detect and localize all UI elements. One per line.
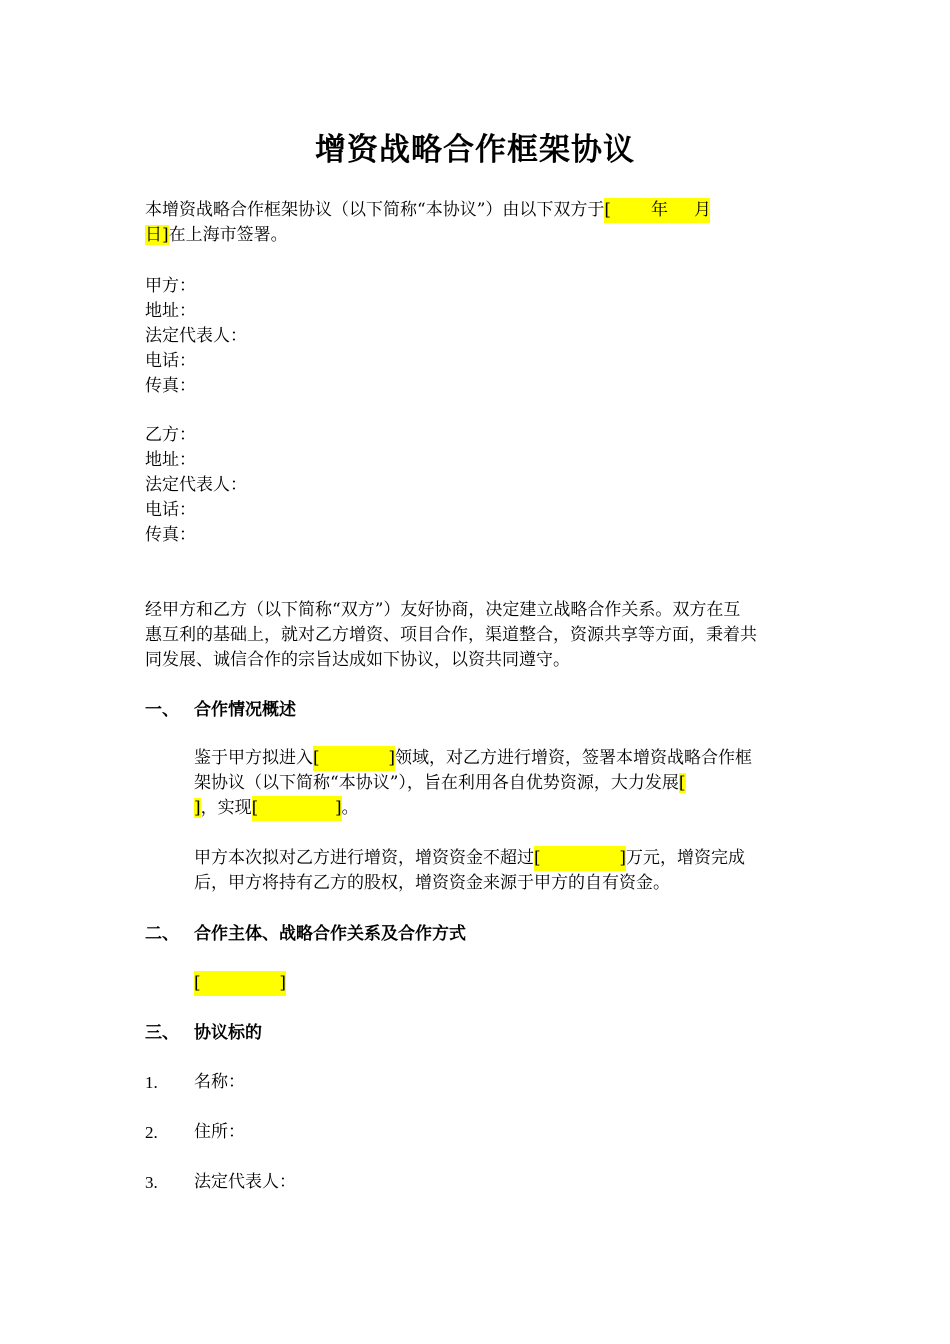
section-1-number: 一、: [145, 700, 179, 720]
party-b-address: 地址：: [145, 450, 196, 470]
section-3-number: 三、: [145, 1023, 179, 1043]
section-2-title: 合作主体、战略合作关系及合作方式: [194, 924, 466, 944]
document-title: 增资战略合作框架协议: [315, 132, 635, 168]
s1p2-line-2: 后，甲方将持有乙方的股权，增资资金来源于甲方的自有资金。: [194, 873, 670, 893]
intro-paragraph: [145, 198, 807, 248]
party-a-legal-rep: 法定代表人：: [145, 326, 247, 346]
amount-placeholder: [ ]: [534, 846, 626, 871]
date-day-placeholder: 日]: [145, 225, 169, 245]
section-3-heading: [145, 1021, 807, 1046]
section-1-paragraph-1: [145, 746, 807, 821]
section-2-heading: [145, 922, 807, 947]
intro-line-2: 日]在上海市签署。: [145, 225, 288, 245]
section-3-item-2: 2. 住所：: [145, 1122, 245, 1142]
date-placeholder: [ 年 月: [604, 198, 710, 223]
s1p1-line-3: ]，实现[ ] 。: [194, 796, 807, 821]
s1p2-line-1: 甲方本次拟对乙方进行增资，增资资金不超过[ ] 万元，增资完成: [194, 846, 807, 871]
field-placeholder: [ ]: [313, 746, 395, 771]
party-a-label: 甲方：: [145, 276, 196, 296]
party-b-fax: 传真：: [145, 525, 196, 545]
preamble-line-2: 惠互利的基础上，就对乙方增资、项目合作，渠道整合，资源共享等方面，秉着共: [145, 625, 757, 645]
section-1-heading: [145, 698, 807, 723]
section-3-item-3: 3. 法定代表人：: [145, 1172, 296, 1192]
party-b-label: 乙方：: [145, 425, 196, 445]
party-b-phone: 电话：: [145, 500, 196, 520]
party-b-block: [145, 423, 807, 548]
section-1-title: 合作情况概述: [194, 700, 296, 720]
intro-line-1: 本增资战略合作框架协议（以下简称“本协议”）由以下双方于[ 年 月: [145, 198, 807, 223]
preamble-line-1: 经甲方和乙方（以下简称“双方”）友好协商，决定建立战略合作关系。双方在互: [145, 600, 741, 620]
development-placeholder-open: [: [678, 773, 686, 793]
s1p1-line-2: 架协议（以下简称“本协议”），旨在利用各自优势资源，大力发展[: [194, 773, 686, 793]
goal-placeholder: [ ]: [252, 796, 342, 821]
section-2-placeholder: [ ]: [194, 971, 286, 996]
preamble-paragraph: [145, 598, 807, 673]
party-b-legal-rep: 法定代表人：: [145, 475, 247, 495]
section-3-title: 协议标的: [194, 1023, 262, 1043]
s1p1-line-1: 鉴于甲方拟进入[ ] 领域，对乙方进行增资，签署本增资战略合作框: [194, 746, 807, 771]
section-3-item-1: 1. 名称：: [145, 1072, 245, 1092]
party-a-block: [145, 274, 807, 399]
party-a-phone: 电话：: [145, 351, 196, 371]
section-1-paragraph-2: [145, 846, 807, 896]
party-a-fax: 传真：: [145, 376, 196, 396]
party-a-address: 地址：: [145, 301, 196, 321]
section-2-number: 二、: [145, 924, 179, 944]
section-2-body: [145, 971, 807, 996]
preamble-line-3: 同发展、诚信合作的宗旨达成如下协议，以资共同遵守。: [145, 650, 570, 670]
development-placeholder-close: ]: [194, 798, 201, 818]
